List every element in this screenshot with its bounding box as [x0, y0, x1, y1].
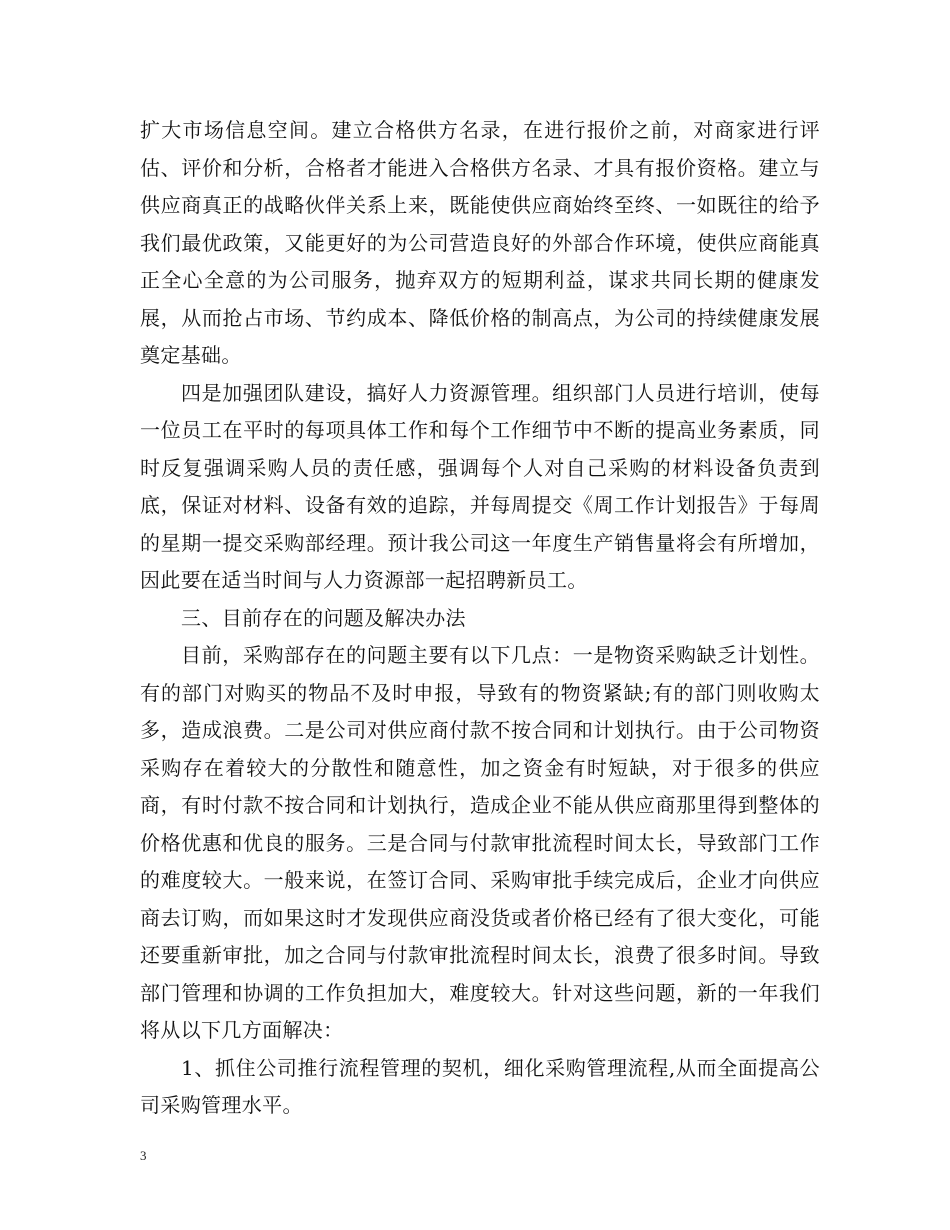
section-heading-problems: 三、目前存在的问题及解决办法: [181, 605, 466, 630]
paragraph-team-building: 四是加强团队建设，搞好人力资源管理。组织部门人员进行培训，使每一位员工在平时的每项具体工作和每个工作细节中不断的提高业务素质，同时反复强调采购人员的责任感，强调每个人对自己采购的材料设备负责到底，保证对材料、设备有效的追踪，并每周提交《周工作计划报告》于每周的星期一提交采购部经理。预计我公司这一年度生产销售量将会有所增加，因此要在适当时间与人力资源部一起招聘新员工。: [140, 380, 820, 592]
paragraph-current-problems: 目前，采购部存在的问题主要有以下几点：一是物资采购缺乏计划性。有的部门对购买的物品不及时申报，导致有的物资紧缺;有的部门则收购太多，造成浪费。二是公司对供应商付款不按合同和计划执行。由于公司物资采购存在着较大的分散性和随意性，加之资金有时短缺，对于很多的供应商，有时付款不按合同和计划执行，造成企业不能从供应商那里得到整体的价格优惠和优良的服务。三是合同与付款审批流程时间太长，导致部门工作的难度较大。一般来说，在签订合同、采购审批手续完成后，企业才向供应商去订购，而如果这时才发现供应商没货或者价格已经有了很大变化，可能还要重新审批，加之合同与付款审批流程时间太长，浪费了很多时间。导致部门管理和协调的工作负担加大，难度较大。针对这些问题，新的一年我们将从以下几方面解决：: [140, 643, 820, 1042]
document-body: [140, 112, 820, 1125]
paragraph-supplier-list: 扩大市场信息空间。建立合格供方名录，在进行报价之前，对商家进行评估、评价和分析，合格者才能进入合格供方名录、才具有报价资格。建立与供应商真正的战略伙伴关系上来，既能使供应商始终至终、一如既往的给予我们最优政策，又能更好的为公司营造良好的外部合作环境，使供应商能真正全心全意的为公司服务，抛弃双方的短期利益，谋求共同长期的健康发展，从而抢占市场、节约成本、降低价格的制高点，为公司的持续健康发展奠定基础。: [140, 118, 820, 367]
page-number: 3: [140, 1148, 147, 1163]
paragraph-solution-1: 1、抓住公司推行流程管理的契机，细化采购管理流程,从而全面提高公司采购管理水平。: [140, 1055, 820, 1117]
